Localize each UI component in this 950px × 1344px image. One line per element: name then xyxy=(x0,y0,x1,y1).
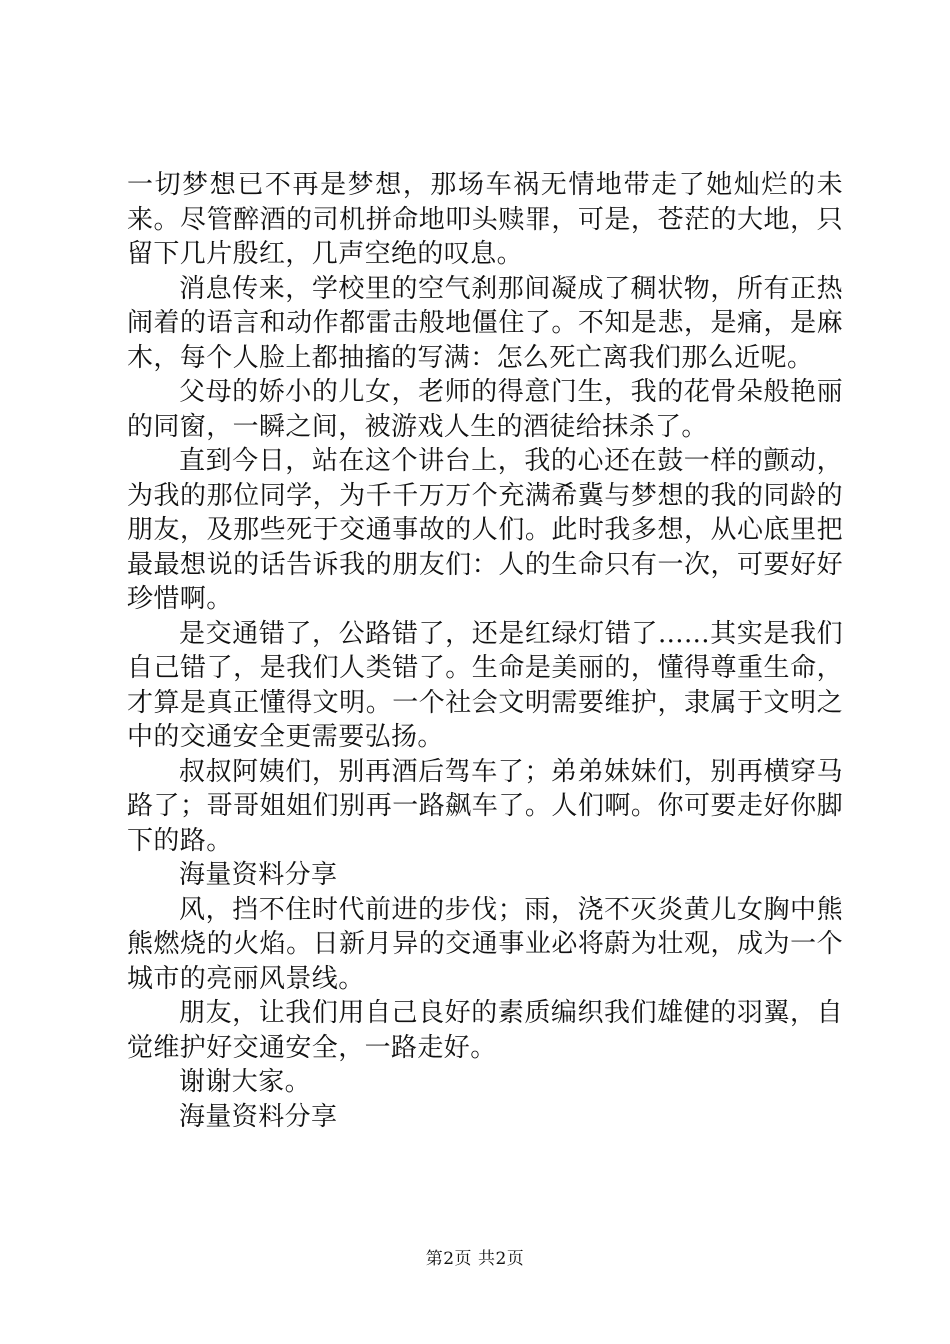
paragraph-8: 朋友，让我们用自己良好的素质编织我们雄健的羽翼，自觉维护好交通安全，一路走好。 xyxy=(127,998,843,1063)
paragraph-5: 是交通错了，公路错了，还是红绿灯错了......其实是我们自己错了，是我们人类错了。生命是美丽的，懂得尊重生命，才算是真正懂得文明。一个社会文明需要维护，隶属于文明之中的交通安全更需要弘扬。 xyxy=(127,618,843,752)
share-note-2: 海量资料分享 xyxy=(179,1101,338,1132)
paragraph-7: 风，挡不住时代前进的步伐；雨，浇不灭炎黄儿女胸中熊熊燃烧的火焰。日新月异的交通事业必将蔚为壮观，成为一个城市的亮丽风景线。 xyxy=(127,894,843,994)
paragraph-6: 叔叔阿姨们，别再酒后驾车了；弟弟妹妹们，别再横穿马路了；哥哥姐姐们别再一路飙车了。人们啊。你可要走好你脚下的路。 xyxy=(127,756,843,856)
paragraph-3: 父母的娇小的儿女，老师的得意门生，我的花骨朵般艳丽的同窗，一瞬之间，被游戏人生的酒徒给抹杀了。 xyxy=(127,377,843,442)
share-note-1: 海量资料分享 xyxy=(179,860,338,890)
closing-thanks: 谢谢大家。 xyxy=(179,1067,312,1097)
paragraph-1: 一切梦想已不再是梦想，那场车祸无情地带走了她灿烂的未来。尽管醉酒的司机拼命地叩头赎罪，可是，苍茫的大地，只留下几片殷红，几声空绝的叹息。 xyxy=(127,170,843,269)
paragraph-4: 直到今日，站在这个讲台上，我的心还在鼓一样的颤动，为我的那位同学，为千千万万个充满希冀与梦想的我的同龄的朋友，及那些死于交通事故的人们。此时我多想，从心底里把最最想说的话告诉我的朋友们：人的生命只有一次，可要好好珍惜啊。 xyxy=(127,446,843,614)
paragraph-2: 消息传来，学校里的空气刹那间凝成了稠状物，所有正热闹着的语言和动作都雷击般地僵住了。不知是悲，是痛，是麻木，每个人脸上都抽搐的写满：怎么死亡离我们那么近呢。 xyxy=(127,273,843,373)
document-body xyxy=(127,168,843,1134)
page-number-footer: 第2页 共2页 xyxy=(425,1249,525,1269)
